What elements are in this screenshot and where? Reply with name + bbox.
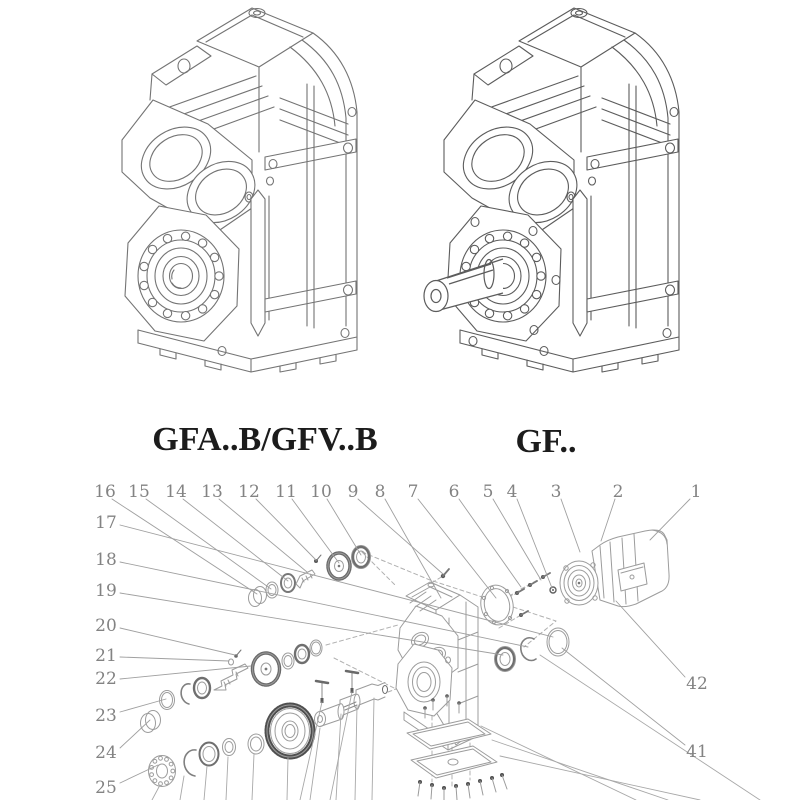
callout-number-15: 15 — [128, 482, 150, 502]
callout-number-18: 18 — [95, 550, 117, 570]
callout-number-12: 12 — [238, 482, 260, 502]
callout-number-42: 42 — [686, 674, 708, 694]
reducer-drawing-gf — [424, 8, 679, 372]
leader-line-15 — [146, 499, 271, 589]
model-label-left: GFA..B/GFV..B — [152, 421, 378, 458]
exploded-view — [94, 482, 760, 800]
callout-number-14: 14 — [165, 482, 187, 502]
callout-number-11: 11 — [275, 482, 297, 502]
leader-line-10 — [327, 499, 361, 555]
leader-line-3 — [561, 499, 580, 552]
callout-number-24: 24 — [95, 743, 117, 763]
callout-number-10: 10 — [310, 482, 332, 502]
callout-number-22: 22 — [95, 669, 117, 689]
callout-number-7: 7 — [407, 482, 419, 502]
callout-number-5: 5 — [482, 482, 494, 502]
model-label-right: GF.. — [515, 423, 577, 460]
leader-line-14 — [183, 499, 288, 581]
leader-line-41 — [562, 648, 685, 745]
leader-line-16 — [112, 499, 257, 594]
output-shaft-assembly — [149, 682, 388, 787]
callout-number-19: 19 — [95, 581, 117, 601]
leader-line-4 — [517, 499, 552, 588]
reducer-drawing-gfab-gfvb — [122, 8, 357, 372]
callout-number-2: 2 — [612, 482, 624, 502]
callout-number-17: 17 — [95, 513, 117, 533]
leader-line-22 — [120, 666, 251, 679]
callout-number-16: 16 — [94, 482, 116, 502]
output-bearing-rings — [495, 628, 570, 672]
leader-line-17 — [120, 525, 553, 637]
callout-number-41: 41 — [686, 742, 708, 762]
callout-number-25: 25 — [95, 778, 117, 798]
callout-number-1: 1 — [690, 482, 702, 502]
leader-line-21 — [120, 657, 229, 661]
callout-number-6: 6 — [448, 482, 460, 502]
callout-number-4: 4 — [506, 482, 518, 502]
input-shaft-assembly — [249, 546, 371, 607]
callout-number-8: 8 — [374, 482, 386, 502]
leader-line-5 — [493, 499, 541, 580]
callout-number-3: 3 — [550, 482, 562, 502]
leader-line-42 — [616, 601, 685, 677]
callout-number-9: 9 — [347, 482, 359, 502]
leader-line-12 — [256, 499, 316, 560]
leader-line-23 — [120, 699, 166, 712]
callout-number-21: 21 — [95, 646, 117, 666]
leader-line-11 — [292, 499, 339, 563]
callout-number-13: 13 — [201, 482, 223, 502]
leader-line-9 — [358, 499, 443, 574]
leader-line-2 — [601, 499, 615, 541]
leader-line-1 — [650, 499, 690, 540]
callout-number-23: 23 — [95, 706, 117, 726]
leader-line-6 — [459, 499, 521, 587]
leader-line-24 — [120, 720, 150, 748]
leader-line-20 — [120, 628, 235, 655]
callout-number-20: 20 — [95, 616, 117, 636]
